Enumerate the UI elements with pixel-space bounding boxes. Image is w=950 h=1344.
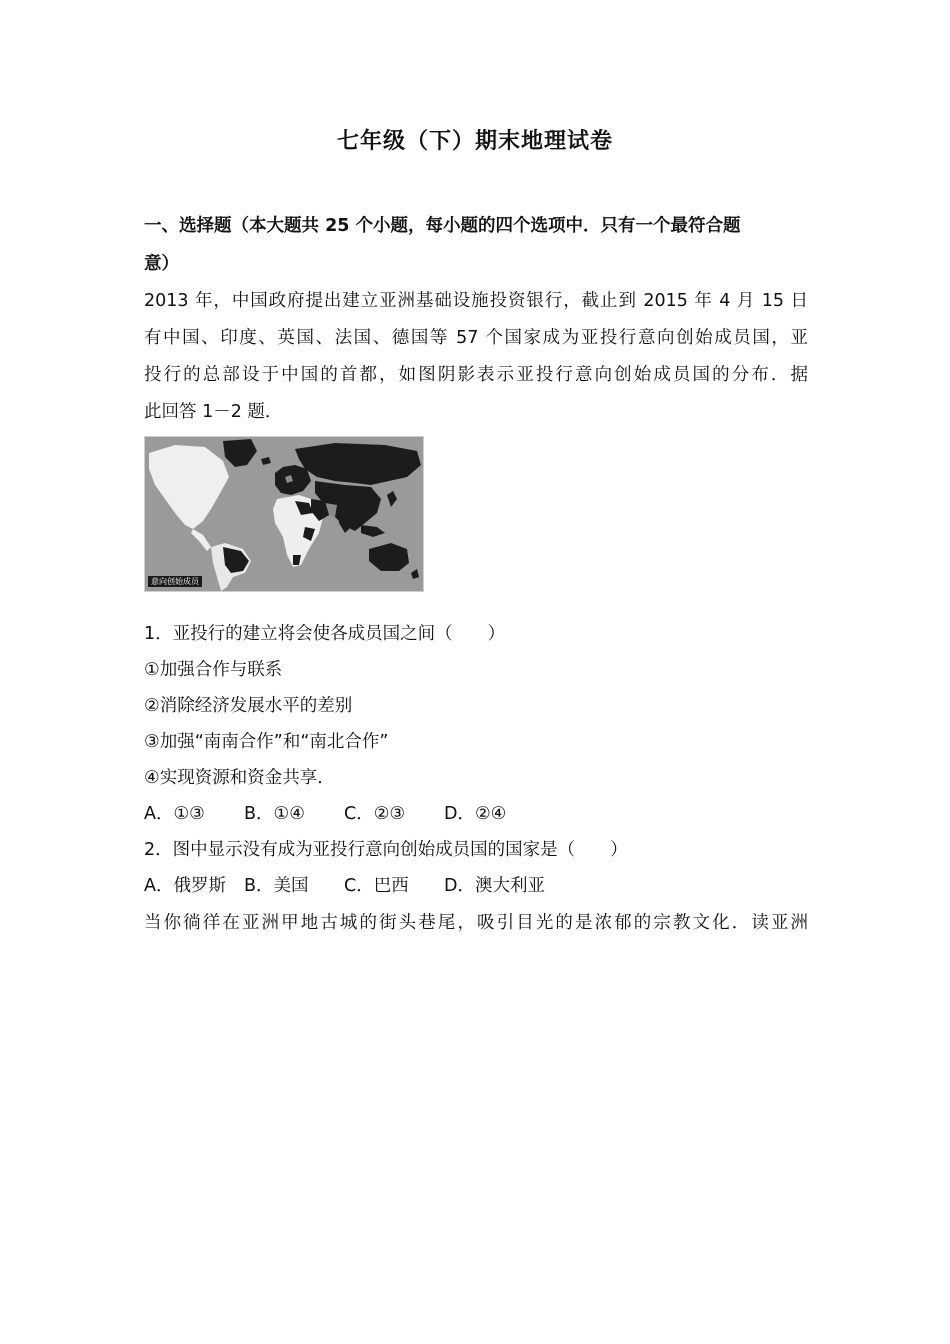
section-heading-line1: 一、选择题（本大题共 25 个小题，每小题的四个选项中．只有一个最符合题 — [144, 216, 741, 236]
q1-option-a: A．①③ — [144, 804, 205, 824]
q1-option-b: B．①④ — [244, 804, 305, 824]
intro-line2: 有中国、印度、英国、法国、德国等 57 个国家成为亚投行意向创始成员国，亚 — [144, 328, 808, 348]
world-map-icon — [145, 437, 424, 592]
q2-option-b: B．美国 — [244, 876, 309, 896]
intro-line4: 此回答 1－2 题． — [144, 402, 283, 422]
page-title: 七年级（下）期末地理试卷 — [336, 129, 613, 154]
q1-item-1: ①加强合作与联系 — [144, 660, 283, 680]
q1-option-c: C．②③ — [344, 804, 406, 824]
q1-options — [144, 802, 808, 826]
q1-item-2: ②消除经济发展水平的差别 — [144, 696, 353, 716]
intro-line3: 投行的总部设于中国的首都，如图阴影表示亚投行意向创始成员国的分布．据 — [144, 365, 808, 385]
q2-option-c: C．巴西 — [344, 876, 409, 896]
q1-item-4: ④实现资源和资金共享． — [144, 768, 335, 788]
intro-line1: 2013 年，中国政府提出建立亚洲基础设施投资银行，截止到 2015 年 4 月 15 日 — [144, 291, 808, 311]
next-passage-line1: 当你徜徉在亚洲甲地古城的街头巷尾，吸引目光的是浓郁的宗教文化．读亚洲 — [144, 913, 808, 933]
q2-option-a: A．俄罗斯 — [144, 876, 226, 896]
q1-item-3: ③加强“南南合作”和“南北合作” — [144, 732, 389, 752]
q2-option-d: D．澳大利亚 — [444, 876, 545, 896]
q1-option-d: D．②④ — [444, 804, 507, 824]
map-legend-label: 意向创始成员 — [148, 576, 202, 587]
q1-stem: 1．亚投行的建立将会使各成员国之间（ ） — [144, 624, 506, 644]
world-map-figure — [144, 436, 424, 592]
q2-stem: 2．图中显示没有成为亚投行意向创始成员国的国家是（ ） — [144, 840, 628, 860]
section-heading-line2: 意） — [144, 254, 179, 274]
q2-options — [144, 874, 808, 898]
